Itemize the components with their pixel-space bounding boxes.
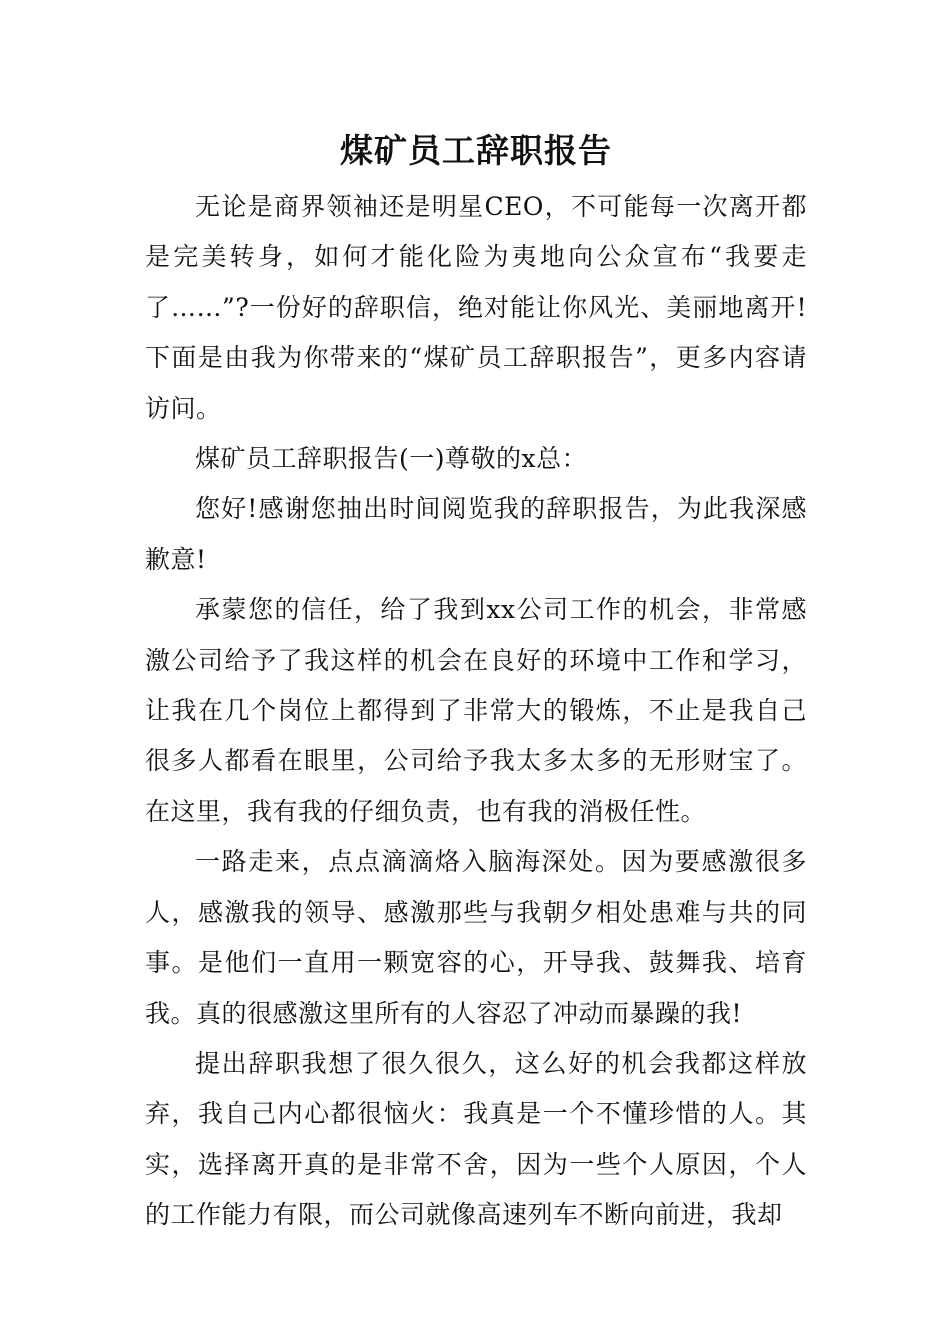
paragraph-intro: 无论是商界领袖还是明星CEO，不可能每一次离开都是完美转身，如何才能化险为夷地向公众宣布“我要走了……”?一份好的辞职信，绝对能让你风光、美丽地离开!下面是由我为你带来的“煤矿员工辞职报告”，更多内容请访问。 [145,192,807,423]
paragraph-reason: 提出辞职我想了很久很久，这么好的机会我都这样放弃，我自己内心都很恼火：我真是一个不懂珍惜的人。其实，选择离开真的是非常不舍，因为一些个人原因，个人的工作能力有限，而公司就像高速列车不断向前进，我却 [145,1048,807,1230]
document-title: 煤矿员工辞职报告 [340,131,612,170]
paragraph-greeting: 您好!感谢您抽出时间阅览我的辞职报告，为此我深感歉意! [145,494,807,574]
paragraph-gratitude: 承蒙您的信任，给了我到xx公司工作的机会，非常感激公司给予了我这样的机会在良好的环境中工作和学习，让我在几个岗位上都得到了非常大的锻炼，不止是我自己很多人都看在眼里，公司给予我太多太多的无形财宝了。在这里，我有我的仔细负责，也有我的消极任性。 [145,595,807,826]
document-page [145,120,807,1241]
paragraph-heading-salutation: 煤矿员工辞职报告(一)尊敬的x总： [195,444,588,474]
paragraph-memories: 一路走来，点点滴滴烙入脑海深处。因为要感激很多人，感激我的领导、感激那些与我朝夕相处患难与共的同事。是他们一直用一颗宽容的心，开导我、鼓舞我、培育我。真的很感激这里所有的人容忍了冲动而暴躁的我! [145,847,807,1028]
